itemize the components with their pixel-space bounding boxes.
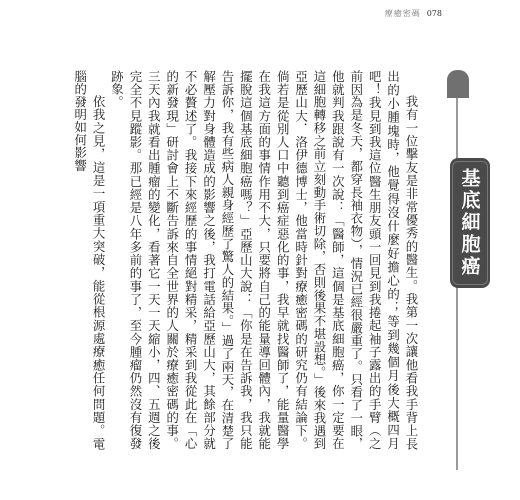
section-tab-cap — [447, 70, 469, 98]
paragraph-2: 依我之見，這是一項重大突破，能從根源處療癒任何問題。電腦的發明如何影響 — [72, 70, 107, 450]
paragraph-1: 我有一位擊友是非常優秀的醫生。我第一次讓他看我手背上長出的小腫塊時，他覺得沒什麼好擔心的；等到幾個月後大概四月吧！我見到我這位醫生朋友頭一回見到我捲起袖子露出的手臂（之前因為是冬天，都穿長袖衣物），情況已經很嚴重了。只看了一眼，他就判我跟說有一次說：「醫師，這個是基底細胞癌，你一定要在這細胞轉移之前立刻動手術切除，否則後果不堪設想。」後來我遇到亞歷山大．洛伊德博士，他當時針對療癒密碼的研究仍有結論下。倘若是從別人口中聽到癌症惡化的事，我早就找醫師了，能量醫學在我這方面的事情作用不大，只要將自己的能量導回體內，我就能擺脫這個基底細胞癌嗎？」亞歷山大說：「你是在告訴我，我只能告訴你，我有些病人親身經歷了驚人的結果。」過了兩天，在清楚了解壓力對身體造成的影響之後，我打電話給亞歷山大，其餘部分就不必贅述了。我接下來經歷的事情絕對精采，精采到我從此在「心的新發現」研討會上不斷告訴來自全世界的人關於療癒密碼的事。三天內我就看出腫瘤的變化，看著它一天一天縮小，四、五週之後完全不見蹤影。那已經是八年多前的事了，至今腫瘤仍然沒有復發跡象。 — [109, 70, 419, 450]
section-tab-box — [450, 158, 490, 288]
body-text — [60, 70, 420, 450]
section-title: 基底細胞癌 — [458, 168, 481, 278]
running-header-book-title: 療癒密碼 — [384, 9, 421, 18]
section-tab — [428, 70, 492, 470]
page-number: 078 — [426, 9, 442, 18]
running-header — [385, 8, 442, 19]
